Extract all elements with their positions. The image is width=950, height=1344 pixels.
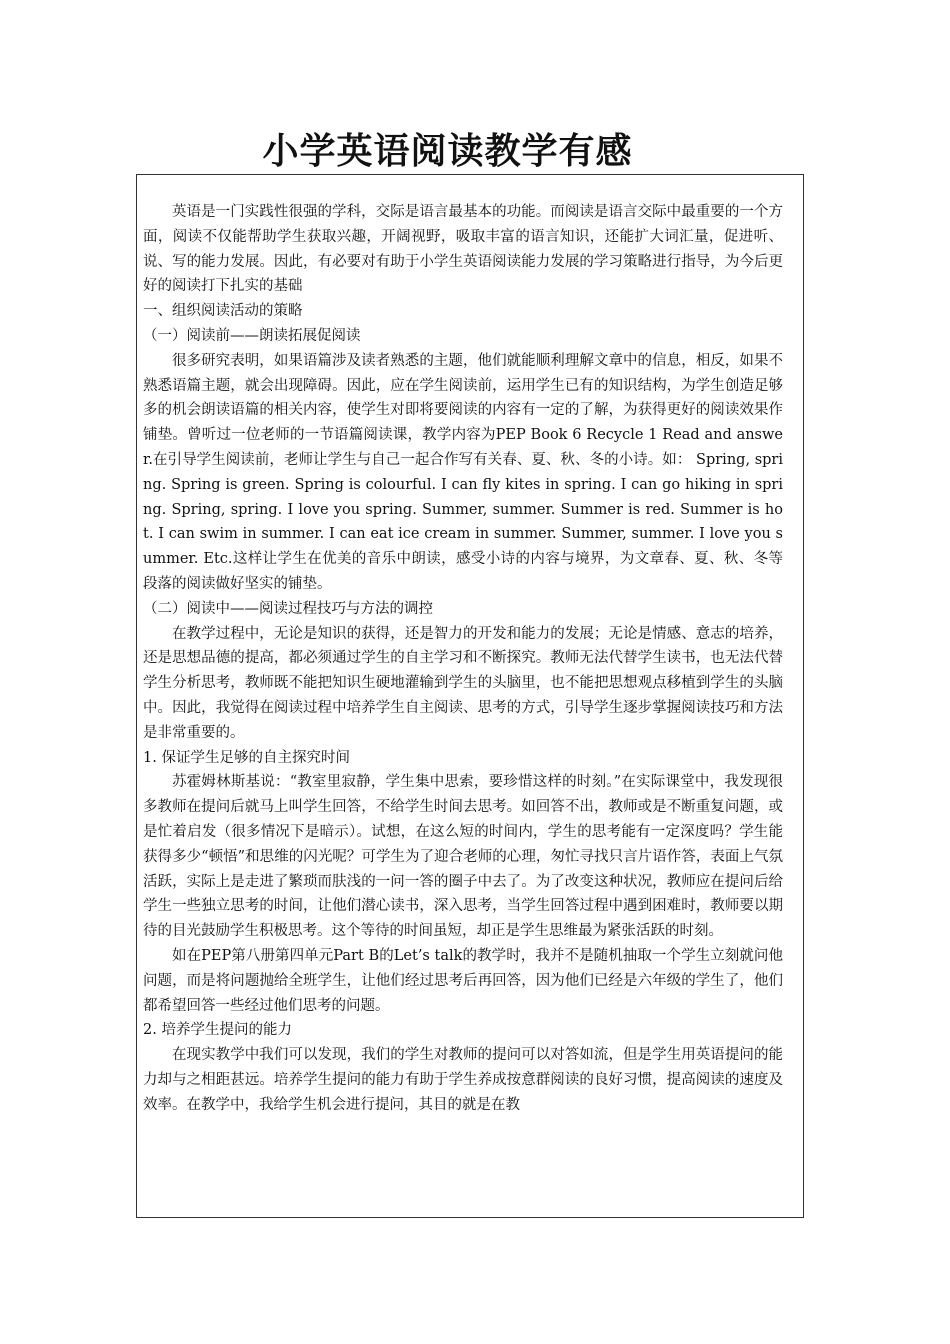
- subsection-heading-before-reading: （一）阅读前——朗读拓展促阅读: [143, 327, 361, 344]
- item-heading-questioning: 2. 培养学生提问的能力: [143, 1022, 292, 1039]
- section-heading-strategies: 一、组织阅读活动的策略: [143, 303, 303, 320]
- paragraph-before-reading: 很多研究表明，如果语篇涉及读者熟悉的主题，他们就能顺利理解文章中的信息，相反，如果不熟悉语篇主题，就会出现障碍。因此，应在学生阅读前，运用学生已有的知识结构，为学生创造足够多的机会朗读语篇的相关内容，使学生对即将要阅读的内容有一定的了解，为获得更好的阅读效果作铺垫。曾听过一位老师的一节语篇阅读课，教学内容为PEP Book 6 Recycle 1 Read and answer.在引导学生阅读前，老师让学生与自己一起合作写有关春、夏、秋、冬的小诗。如： Spring, spring. Spring is green. Spring is colourful. I can fly kites in spring. I can go hiking in spring. Spring, spring. I love you spring. Summer, summer. Summer is red. Summer is hot. I can swim in summer. I can eat ice cream in summer. Summer, summer. I love you summer. Etc.这样让学生在优美的音乐中朗读，感受小诗的内容与境界，为文章春、夏、秋、冬等段落的阅读做好坚实的铺垫。: [143, 352, 783, 592]
- document-title: 小学英语阅读教学有感: [262, 131, 633, 172]
- subsection-heading-during-reading: （二）阅读中——阅读过程技巧与方法的调控: [143, 600, 433, 617]
- paragraph-pep-example: 如在PEP第八册第四单元Part B的Let’s talk的教学时，我并不是随机抽取一个学生立刻就问他问题，而是将问题抛给全班学生，让他们经过思考后再回答，因为他们已经是六年级的学生了，他们都希望回答一些经过他们思考的问题。: [143, 947, 783, 1014]
- paragraph-inquiry-time: 苏霍姆林斯基说：“教室里寂静，学生集中思索，要珍惜这样的时刻。”在实际课堂中，我发现很多教师在提问后就马上叫学生回答，不给学生时间去思考。如回答不出，教师或是不断重复问题，或是忙着启发（很多情况下是暗示）。试想，在这么短的时间内，学生的思考能有一定深度吗？学生能获得多少“顿悟”和思维的闪光呢？可学生为了迎合老师的心理，匆忙寻找只言片语作答，表面上气氛活跃，实际上是走进了繁琐而肤浅的一问一答的圈子中去了。为了改变这种状况，教师应在提问后给学生一些独立思考的时间，让他们潜心读书，深入思考，当学生回答过程中遇到困难时，教师要以期待的目光鼓励学生积极思考。这个等待的时间虽短，却正是学生思维最为紧张活跃的时刻。: [143, 774, 783, 940]
- document-body: [143, 200, 783, 1117]
- paragraph-questioning: 在现实教学中我们可以发现，我们的学生对教师的提问可以对答如流，但是学生用英语提问的能力却与之相距甚远。培养学生提问的能力有助于学生养成按意群阅读的良好习惯，提高阅读的速度及效率。在教学中，我给学生机会进行提问，其目的就是在教: [143, 1047, 783, 1113]
- item-heading-inquiry-time: 1. 保证学生足够的自主探究时间: [143, 749, 350, 766]
- paragraph-intro: 英语是一门实践性很强的学科，交际是语言最基本的功能。而阅读是语言交际中最重要的一个方面，阅读不仅能帮助学生获取兴趣，开阔视野，吸取丰富的语言知识，还能扩大词汇量，促进听、说、写的能力发展。因此，有必要对有助于小学生英语阅读能力发展的学习策略进行指导，为今后更好的阅读打下扎实的基础: [143, 204, 783, 295]
- paragraph-during-reading: 在教学过程中，无论是知识的获得，还是智力的开发和能力的发展；无论是情感、意志的培养，还是思想品德的提高，都必须通过学生的自主学习和不断探究。教师无法代替学生读书，也无法代替学生分析思考，教师既不能把知识生硬地灌输到学生的头脑里，也不能把思想观点移植到学生的头脑中。因此，我觉得在阅读过程中培养学生自主阅读、思考的方式，引导学生逐步掌握阅读技巧和方法是非常重要的。: [143, 625, 783, 741]
